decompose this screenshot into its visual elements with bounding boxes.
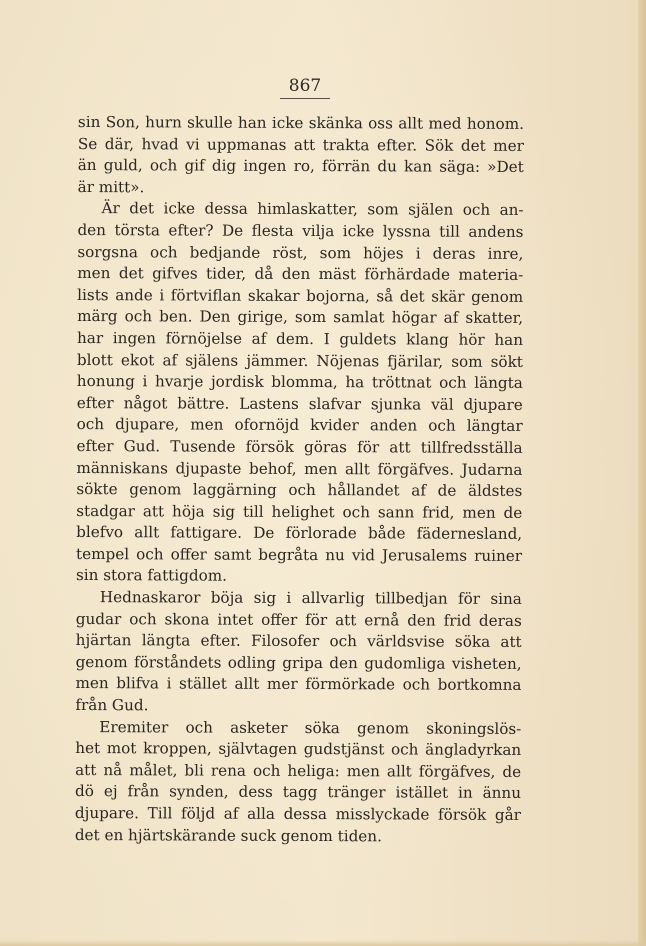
page-number: 867 bbox=[288, 76, 322, 96]
text-line: är mitt». bbox=[77, 177, 145, 197]
text-line: den törsta efter? De flesta vilja icke lyssna till andens bbox=[77, 220, 524, 241]
text-line: tempel och offer samt begråta nu vid Jerusalems ruiner bbox=[76, 544, 523, 565]
text-line: men det gifves tider, då den mäst förhärdade materia- bbox=[77, 264, 524, 285]
text-line: sökte genom laggärning och hållandet af de äldstes bbox=[76, 480, 523, 501]
text-line: men blifva i stället allt mer förmörkade och bortkomna bbox=[75, 674, 522, 695]
text-line: dö ej från synden, dess tagg tränger istället in ännu bbox=[74, 782, 522, 803]
text-line: Eremiter och asketer söka genom skoningslös- bbox=[99, 717, 522, 738]
page-edge-right bbox=[638, 0, 646, 946]
text-line: gudar och skona intet offer för att ernå den frid deras bbox=[75, 609, 522, 630]
text-line: sin stora fattigdom. bbox=[75, 566, 228, 586]
text-line: djupare. Till följd af alla dessa misslyckade försök går bbox=[74, 803, 521, 824]
text-line: stadgar att höja sig till helighet och sann frid, men de bbox=[76, 501, 523, 522]
text-line: Se där, hvad vi uppmanas att trakta efter. Sök det mer bbox=[77, 134, 524, 155]
paragraph-3 bbox=[75, 587, 522, 719]
text-line: har ingen förnöjelse af dem. I guldets klang hör han bbox=[76, 328, 524, 349]
text-line: genom förståndets odling gripa den gudomliga visheten, bbox=[75, 652, 522, 673]
page-number-underline bbox=[280, 98, 330, 99]
paragraph-2 bbox=[76, 198, 524, 589]
text-line: honung i hvarje jordisk blomma, ha tröttnat och längta bbox=[76, 372, 523, 393]
text-line: sin Son, hurn skulle han icke skänka oss allt med honom. bbox=[77, 112, 524, 133]
text-line: än guld, och gif dig ingen ro, förrän du kan säga: »Det bbox=[77, 156, 524, 177]
text-line: blefvo allt fattigare. De förlorade både fädernesland, bbox=[76, 523, 523, 544]
paragraph-1 bbox=[78, 112, 524, 200]
text-line: sorgsna och bedjande röst, som höjes i deras inre, bbox=[77, 242, 524, 263]
text-line: att nå målet, bli rena och heliga: men allt förgäfves, de bbox=[75, 760, 522, 781]
paragraph-4 bbox=[75, 717, 522, 849]
text-line: människans djupaste behof, men allt förgäfves. Judarna bbox=[76, 458, 523, 479]
text-line: och djupare, men ofornöjd kvider anden och längtar bbox=[76, 415, 523, 436]
text-body bbox=[75, 112, 524, 848]
text-line: det en hjärtskärande suck genom tiden. bbox=[74, 825, 382, 845]
text-line: Hednaskaror böja sig i allvarlig tillbedjan för sina bbox=[99, 588, 522, 609]
text-line: efter något bättre. Lastens slafvar sjunka väl djupare bbox=[76, 393, 523, 414]
text-line: efter Gud. Tusende försök göras för att tillfredsställa bbox=[76, 436, 523, 457]
text-line: från Gud. bbox=[75, 696, 149, 715]
page-edge-bottom bbox=[0, 940, 646, 946]
text-line: het mot kroppen, självtagen gudstjänst och ängladyrkan bbox=[75, 739, 522, 760]
text-line: märg och ben. Den girige, som samlat högar af skatter, bbox=[77, 307, 524, 328]
text-line: Är det icke dessa himlaskatter, som själen och an- bbox=[101, 199, 524, 220]
text-line: blott ekot af själens jämmer. Nöjenas fjärilar, som sökt bbox=[76, 350, 523, 371]
text-line: hjärtan längta efter. Filosofer och världsvise söka att bbox=[75, 631, 522, 652]
text-line: lists ande i förtviflan skakar bojorna, så det skär genom bbox=[77, 285, 524, 306]
